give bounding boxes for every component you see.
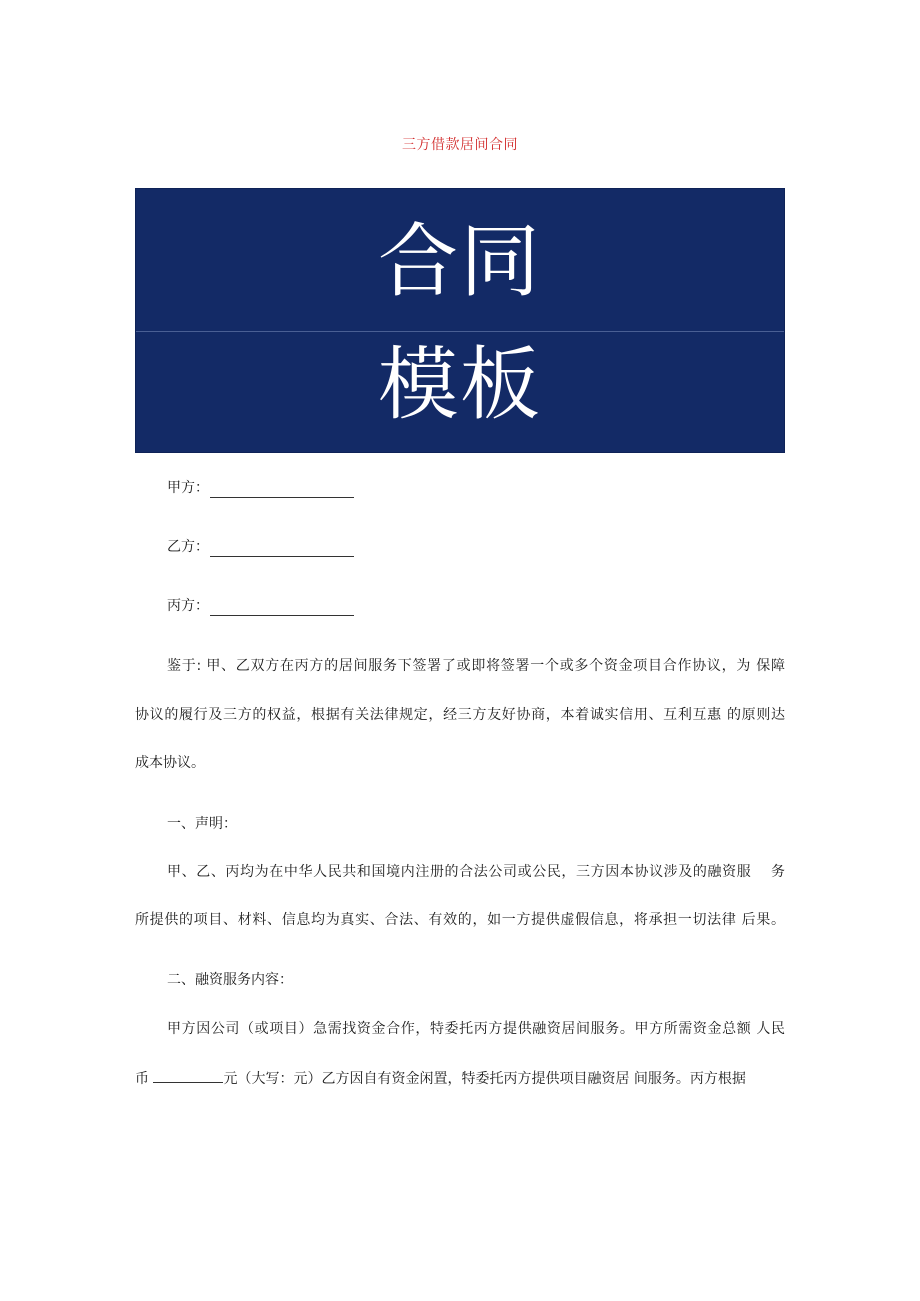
party-a-row — [167, 478, 354, 498]
preamble-line-2: 协议的履行及三方的权益，根据有关法律规定，经三方友好协商，本着诚实信用、互利互惠 的原则达 — [135, 707, 785, 723]
party-a-label: 甲方： — [167, 480, 209, 496]
party-b-label: 乙方： — [167, 539, 209, 555]
party-c-blank[interactable] — [210, 601, 354, 616]
cover-banner — [135, 188, 785, 453]
preamble-line-1: 鉴于: 甲、乙双方在丙方的居间服务下签署了或即将签署一个或多个资金项目合作协议，为 保障 — [167, 658, 785, 674]
party-b-blank[interactable] — [210, 542, 354, 557]
preamble-line-3: 成本协议。 — [135, 755, 205, 771]
party-c-row — [167, 596, 354, 616]
banner-word-template: 模板 — [378, 338, 542, 431]
section-1-heading: 一、声明： — [167, 816, 237, 832]
section-2-line-2-text: 元（大写：元）乙方因自有资金闲置，特委托丙方提供项目融资居 间服务。丙方根据 — [223, 1071, 746, 1087]
party-c-label: 丙方： — [167, 598, 209, 614]
banner-divider — [136, 331, 784, 332]
section-2-line-1: 甲方因公司（或项目）急需找资金合作，特委托丙方提供融资居间服务。甲方所需资金总额 人民 — [167, 1021, 785, 1037]
party-b-row — [167, 537, 354, 557]
banner-word-contract: 合同 — [378, 215, 542, 308]
amount-blank[interactable] — [153, 1068, 223, 1083]
section-1-line-1: 甲、乙、丙均为在中华人民共和国境内注册的合法公司或公民，三方因本协议涉及的融资服 务 — [167, 864, 785, 880]
party-a-blank[interactable] — [210, 483, 354, 498]
section-1-line-2: 所提供的项目、材料、信息均为真实、合法、有效的，如一方提供虚假信息，将承担一切法律 后果。 — [135, 912, 785, 928]
section-2-heading: 二、融资服务内容： — [167, 972, 293, 988]
section-2-line-2 — [135, 1068, 785, 1089]
currency-prefix: 币 — [135, 1071, 154, 1087]
document-title: 三方借款居间合同 — [402, 137, 518, 153]
